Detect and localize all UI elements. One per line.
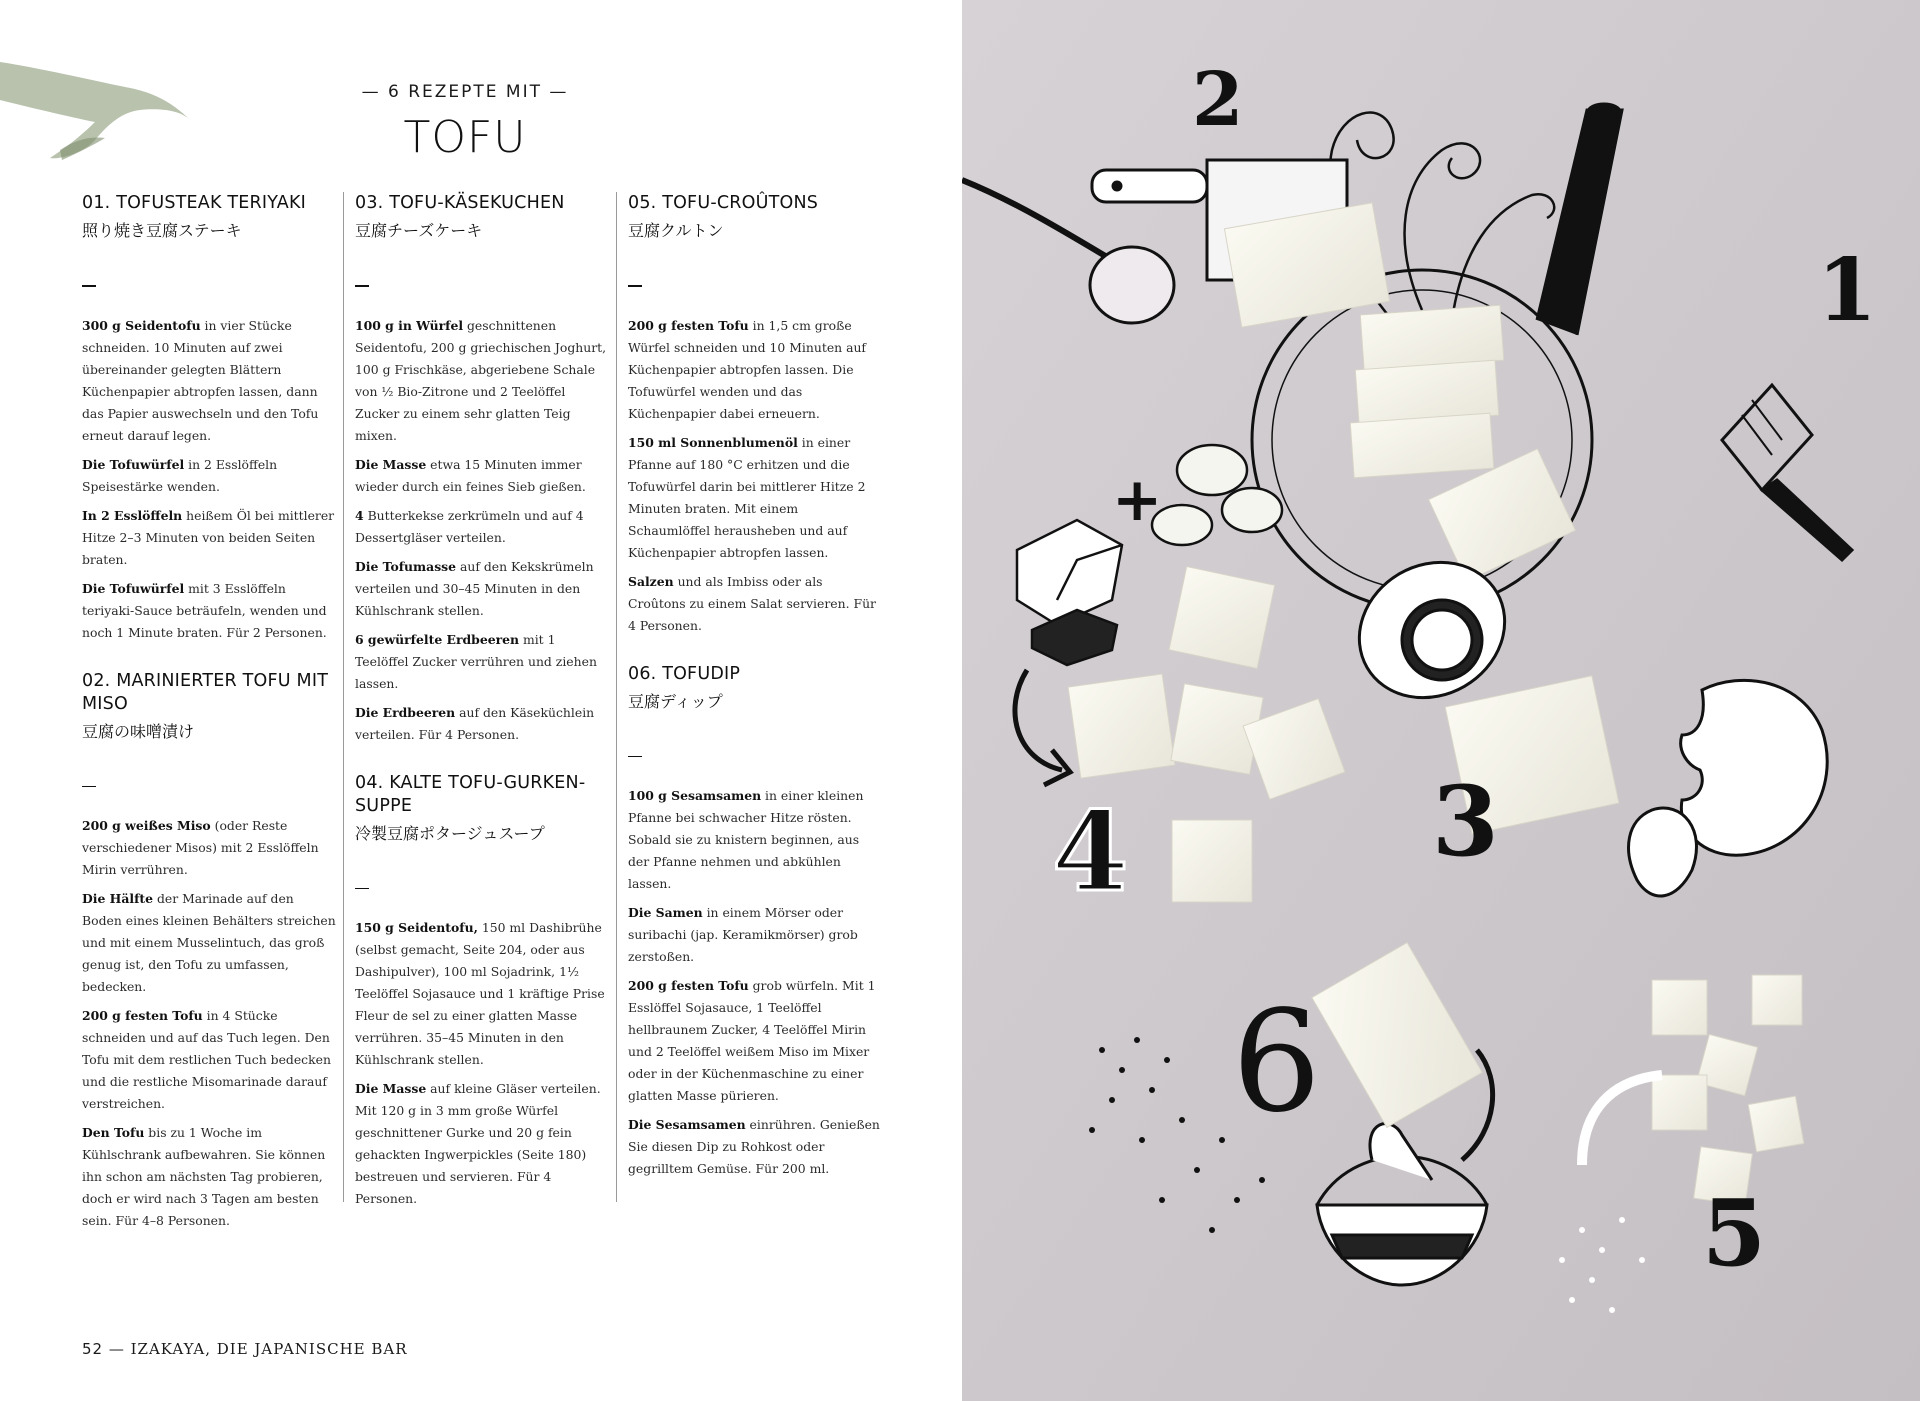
recipe-step-text: (oder Reste verschiedener Misos) mit 2 Esslöffeln Mirin verrühren. [82,818,319,877]
recipe-step-text: heißem Öl bei mittlerer Hitze 2–3 Minuten von beiden Seiten braten. [82,507,335,567]
recipe-step [628,315,883,425]
recipe-step [82,1005,337,1115]
recipe-step-text: bis zu 1 Woche im Kühlschrank aufbewahren. Sie können ihn schon am nächsten Tag probieren, doch er wird nach 3 Tagen am besten sein. Für 4–8 Personen. [82,1125,326,1228]
page-number: 52 [82,1340,104,1358]
recipe-step [628,785,883,895]
recipe-step-text: mit 3 Esslöffeln teriyaki-Sauce beträufeln, wenden und noch 1 Minute braten. Für 2 Personen. [82,580,327,640]
recipe-title: 04. KALTE TOFU-GURKEN-SUPPE [355,772,586,816]
recipe-step-text: auf kleine Gläser verteilen. Mit 120 g in 3 mm große Würfel geschnittener Gurke und 20 g fein gehackten Ingwerpickles (Seite 180) bestreuen und servieren. Für 4 Personen. [355,1081,601,1206]
recipe-step-text: etwa 15 Minuten immer wieder durch ein feines Sieb gießen. [355,456,586,494]
recipe-step-lead: 300 g Seidentofu [82,317,201,333]
page-footer [82,1340,408,1358]
recipe-step-lead: Die Hälfte [82,891,154,906]
recipe-japanese-title: 豆腐ディップ [628,691,723,711]
recipe-step-lead: 100 g in Würfel [355,317,464,333]
recipe-step [82,1122,337,1232]
recipe-step [82,505,337,571]
recipe-step-text: in einer kleinen Pfanne bei schwacher Hitze rösten. Sobald sie zu knistern beginnen, aus der Pfanne nehmen und abkühlen lassen. [628,788,864,891]
recipe-title: 01. TOFUSTEAK TERIYAKI [82,193,307,213]
recipe [82,192,337,644]
recipe-step-text: in 2 Esslöffeln Speisestärke wenden. [82,456,278,494]
recipe [628,663,883,1181]
step-number-4: 4 [1052,787,1129,916]
recipe-step [355,454,610,498]
recipe-step [355,505,610,549]
recipe-step-lead: 100 g Sesamsamen [628,788,762,803]
illustration-page [962,0,1920,1401]
recipe-step [628,975,883,1107]
recipe-step-text: in vier Stücke schneiden. 10 Minuten auf zwei übereinander gelegten Blättern Küchenpapier abtropfen lassen, dann das Papier auswechseln und den Tofu erneut darauf legen. [82,317,319,443]
recipe-step-text: in einem Mörser oder suribachi (jap. Keramikmörser) grob zerstoßen. [628,905,858,964]
recipe [355,772,610,1211]
recipe-step [628,432,883,564]
recipe-step-text: 150 ml Dashibrühe (selbst gemacht, Seite 204, oder aus Dashipulver), 100 ml Sojadrink, 1½ Teelöffel Sojasauce und 1 kräftige Prise Fleur de sel zu einer glatten Masse verrühren. 35–45 Minuten in den Kühlschrank stellen. [355,920,605,1067]
recipe-column-3 [628,192,883,1206]
recipe-step-lead: 6 gewürfelte Erdbeeren [355,631,520,647]
step-number-5: 5 [1702,1179,1767,1287]
step-number-2: 2 [1192,57,1244,143]
column-divider [616,192,617,1202]
recipe-step [82,815,337,881]
section-kicker: — 6 REZEPTE MIT — [361,82,569,102]
recipe-step-text: einrühren. Genießen Sie diesen Dip zu Rohkost oder gegrilltem Gemüse. Für 200 ml. [628,1117,880,1176]
step-number-6: 6 [1232,981,1322,1144]
recipe-step-lead: Die Tofuwürfel [82,580,185,596]
page-title: TOFU [403,112,527,163]
recipe-dash-divider [82,285,96,287]
recipe-step-text: in einer Pfanne auf 180 °C erhitzen und die Tofuwürfel darin bei mittlerer Hitze 2 Minuten braten. Mit einem Schaumlöffel herausheben und auf Küchenpapier abtropfen lassen. [628,434,866,560]
recipe-dash-divider [82,786,96,788]
recipe-title: 06. TOFUDIP [628,663,741,684]
recipe-step-lead: Die Sesamsamen [628,1117,746,1132]
recipe-step-text: grob würfeln. Mit 1 Esslöffel Sojasauce, 1 Teelöffel hellbraunem Zucker, 4 Teelöffel Mirin und 2 Teelöffel weißem Miso im Mixer oder in der Küchenmaschine zu einer glatten Masse pürieren. [628,978,876,1103]
recipe-step [355,702,610,746]
recipe-step-text: und als Imbiss oder als Croûtons zu einem Salat servieren. Für 4 Personen. [628,573,876,633]
recipe-step-lead: In 2 Esslöffeln [82,507,183,523]
recipe-step-lead: Die Samen [628,905,703,920]
recipe-step-text: auf den Kekskrümeln verteilen und 30–45 Minuten in den Kühlschrank stellen. [355,558,594,618]
recipe-japanese-title: 豆腐チーズケーキ [355,221,483,240]
recipe [82,670,337,1233]
recipe-japanese-title: 豆腐の味噌漬け [82,721,195,741]
recipe-step-lead: Salzen [628,573,674,589]
recipe [355,192,610,746]
recipe-column-1 [82,192,337,1258]
recipe-step [355,917,610,1071]
recipe-step [355,315,610,447]
recipe-step-lead: Die Masse [355,456,427,472]
section-name: — IZAKAYA, DIE JAPANISCHE BAR [103,1340,408,1358]
recipe-japanese-title: 豆腐クルトン [628,221,724,240]
recipe-step-lead: 150 ml Sonnenblumenöl [628,434,798,450]
recipe [628,192,883,637]
recipe-step [628,1114,883,1180]
recipe-step-lead: 4 [355,507,364,523]
recipe-step-lead: 200 g festen Tofu [628,317,749,333]
recipe-column-2 [355,192,610,1236]
recipe-step [82,578,337,644]
step-number-1: 1 [1817,240,1877,341]
step-number-3: 3 [1432,765,1499,878]
column-divider [343,192,344,1202]
recipe-step-lead: Die Masse [355,1081,427,1096]
recipe-dash-divider [355,888,369,890]
recipe-step-lead: 200 g festen Tofu [82,1008,203,1023]
recipe-step-lead: 200 g festen Tofu [628,978,749,993]
recipe-step [82,454,337,498]
recipe-step [82,315,337,447]
recipe-step [628,902,883,968]
recipe-step-text: der Marinade auf den Boden eines kleinen Behälters streichen und mit einem Musselintuch, das groß genug ist, den Tofu zu umfassen, bedecken. [82,891,336,994]
recipe-step-text: Butterkekse zerkrümeln und auf 4 Dessertgläser verteilen. [355,507,584,545]
plus-sign: + [1112,465,1163,535]
recipe-step [355,556,610,622]
recipe-japanese-title: 冷製豆腐ポタージュスープ [355,823,545,843]
recipe-step-lead: Die Tofumasse [355,558,457,574]
recipe-step [355,1078,610,1210]
recipe-dash-divider [628,756,642,758]
recipe-step-text: geschnittenen Seidentofu, 200 g griechischen Joghurt, 100 g Frischkäse, abgeriebene Schale von ½ Bio-Zitrone und 2 Teelöffel Zucker zu einem sehr glatten Teig mixen. [355,317,607,443]
recipe-step [628,571,883,637]
tofu-illustration [962,0,1920,1401]
recipe-step [82,888,337,998]
recipe-step-lead: Die Tofuwürfel [82,456,185,472]
recipe-dash-divider [355,285,369,287]
recipe-step-text: mit 1 Teelöffel Zucker verrühren und ziehen lassen. [355,631,597,691]
recipe-japanese-title: 照り焼き豆腐ステーキ [82,221,242,240]
recipe-dash-divider [628,285,642,287]
recipe-title: 03. TOFU-KÄSEKUCHEN [355,193,565,213]
recipe-step-text: in 1,5 cm große Würfel schneiden und 10 Minuten auf Küchenpapier abtropfen lassen. Die Tofuwürfel wenden und das Küchenpapier dabei erneuern. [628,317,867,421]
recipe-step-lead: 200 g weißes Miso [82,818,211,833]
recipe-title: 05. TOFU-CROÛTONS [628,193,819,213]
recipe-step-lead: 150 g Seidentofu, [355,920,478,935]
recipe-step-lead: Die Erdbeeren [355,704,456,720]
recipe-step [355,629,610,695]
recipe-title: 02. MARINIERTER TOFU MIT MISO [82,670,329,714]
recipe-step-text: auf den Käseküchlein verteilen. Für 4 Personen. [355,704,595,742]
brush-stroke-decoration [0,40,200,170]
crackers-drawing [1017,520,1122,665]
recipe-step-lead: Den Tofu [82,1125,145,1140]
recipe-step-text: in 4 Stücke schneiden und auf das Tuch legen. Den Tofu mit dem restlichen Tuch bedecken und die restliche Misomarinade darauf verstreichen. [82,1008,331,1111]
